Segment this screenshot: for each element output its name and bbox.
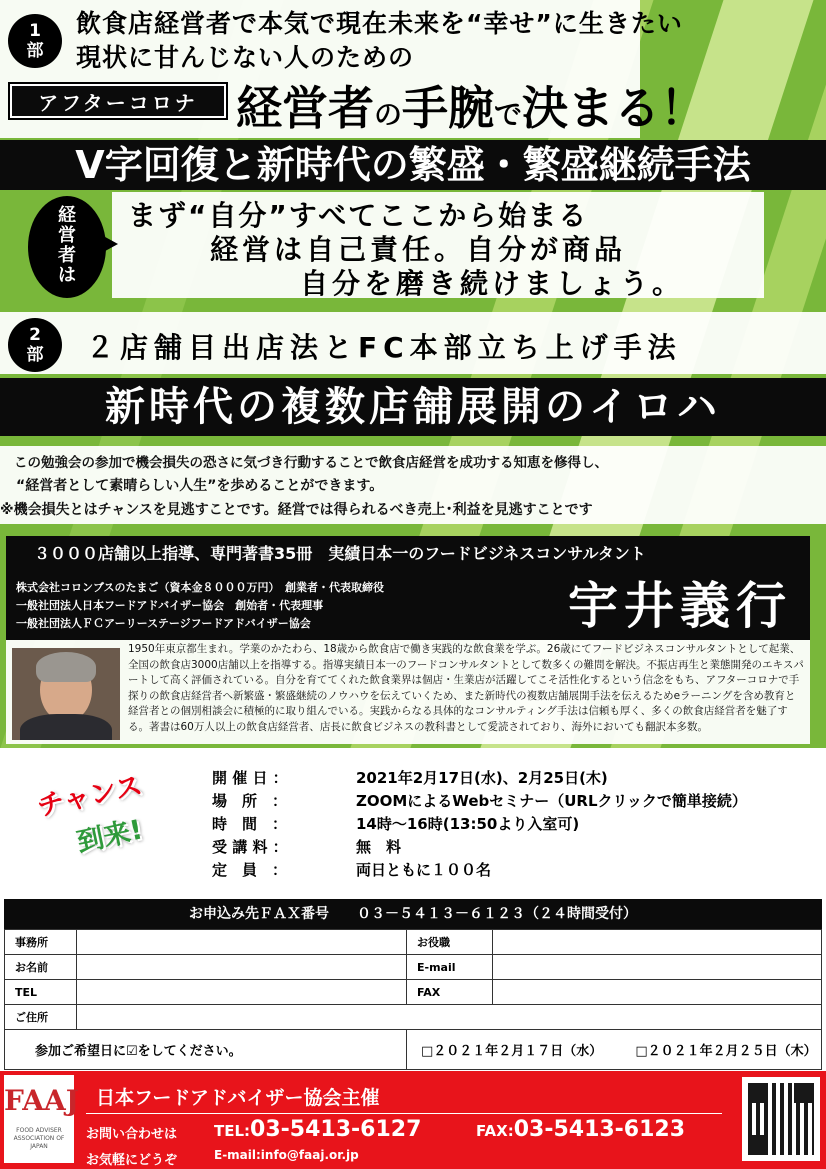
association-logo: FAAJ FOOD ADVISER ASSOCIATION OF JAPAN	[4, 1075, 74, 1163]
tel-label: TEL	[5, 980, 77, 1005]
part2-banner: 新時代の複数店舗展開のイロハ	[0, 378, 826, 436]
intro-line2: 現状に甘んじない人のための	[76, 43, 415, 72]
host-label: 日本フードアドバイザー協会主催	[96, 1087, 380, 1109]
affiliation-2: 一般社団法人日本フードアドバイザー協会 創始者・代表理事	[16, 599, 324, 612]
intro-line1: 飲食店経営者で本気で現在未来を“幸せ”に生きたい	[76, 9, 683, 38]
date-options	[407, 1030, 822, 1070]
event-value: 14時～16時(13:50より入室可)	[356, 815, 580, 833]
event-label: 時 間 ：	[212, 815, 288, 833]
name-field[interactable]	[77, 955, 407, 980]
fax-label: FAX	[407, 980, 493, 1005]
affiliation-1: 株式会社コロンブスのたまご（資本金８０００万円） 創業者・代表取締役	[16, 581, 385, 594]
name-label: お名前	[5, 955, 77, 980]
speaker-bio: 1950年東京都生まれ。学業のかたわら、18歳から飲食店で働き実践的な飲食業を学ぶ。26歳にてフードビジネスコンサルタントとして起業、全国の飲食店3000店舗以上を指導する。指導実績日本一のフードコンサルタントとして数多くの難問を解決。不振店再生と業態開発のエキスパートして高く評価されている。自分を育ててくれた飲食業界は個店・生業店が活躍してこそ活性化するという信念をもち、アフターコロナで手探りの飲食店経営者へ新繁盛・繁盛継続のノウハウを伝えていくため、また新時代の複数店舗展開手法を伝えるためeラーニングを含め教育と経営者との個別相談会に積極的に取り組んでいる。実践からなる具体的なコンサルティング手法は信頼も厚く、多くの飲食店経営者を魅了する。著書は60万人以上の飲食店経営者、店長に飲食ビジネスの教科書として愛読されており、海外においても翻訳本多数。	[128, 643, 804, 733]
headline: 経営者の手腕で決まる！	[236, 81, 707, 135]
speaker-name: 宇井義行	[568, 577, 792, 635]
footer	[0, 1071, 826, 1169]
qr-code[interactable]	[742, 1077, 820, 1161]
part1-badge: 1 部	[8, 14, 62, 68]
check-prompt: 参加ご希望日に☑をしてください。	[5, 1030, 407, 1070]
intro-text-2: “経営者として素晴らしい人生”を歩めることができます。	[16, 478, 384, 494]
date-checkbox-2[interactable]: □２０２１年２月２５日（木）	[635, 1044, 817, 1059]
bubble-pointer	[96, 232, 118, 256]
office-field[interactable]	[77, 930, 407, 955]
office-label: 事務所	[5, 930, 77, 955]
event-value: 2021年2月17日(水)、2月25日(木)	[356, 769, 608, 787]
event-label: 定 員 ：	[212, 861, 288, 879]
tel-number: TEL:03-5413-6127	[214, 1117, 422, 1142]
speaker-photo	[12, 648, 120, 740]
speaker-tagline: ３０００店舗以上指導、専門著書35冊 実績日本一のフードビジネスコンサルタント	[34, 544, 646, 563]
position-field[interactable]	[493, 930, 822, 955]
chance-text: チャンス	[34, 770, 146, 823]
inquiry-text-1: お問い合わせは	[86, 1127, 178, 1142]
part1-banner: V字回復と新時代の繁盛・繁盛継続手法	[0, 140, 826, 190]
event-details	[212, 766, 747, 881]
message-line1: まず“自分”すべてここから始まる	[128, 199, 589, 232]
inquiry-text-2: お気軽にどうぞ	[86, 1153, 178, 1168]
email-address[interactable]: E-mail:info@faaj.or.jp	[214, 1148, 359, 1162]
email-field[interactable]	[493, 955, 822, 980]
message-line3: 自分を磨き続けましょう。	[300, 267, 685, 300]
arrival-text: 到来!	[74, 814, 146, 859]
position-label: お役職	[407, 930, 493, 955]
fax-header: お申込み先ＦＡＸ番号 ０３－５４１３－６１２３（２４時間受付）	[4, 899, 822, 929]
event-label: 場 所 ：	[212, 792, 288, 810]
event-label: 開 催 日 ：	[212, 769, 288, 787]
manager-bubble: 経 営 者 は	[28, 196, 106, 298]
email-label: E-mail	[407, 955, 493, 980]
tel-field[interactable]	[77, 980, 407, 1005]
intro-text-3: ※機会損失とはチャンスを見逃すことです。経営では得られるべき売上･利益を見逃すことです	[0, 502, 593, 518]
event-value: 無 料	[356, 838, 402, 856]
fax-field[interactable]	[493, 980, 822, 1005]
footer-divider	[86, 1113, 722, 1114]
address-field[interactable]	[77, 1005, 822, 1030]
after-corona-label: アフターコロナ	[10, 84, 226, 118]
fax-number: FAX:03-5413-6123	[476, 1117, 686, 1142]
event-value: 両日ともに１００名	[356, 861, 492, 879]
application-form	[4, 929, 822, 1070]
date-checkbox-1[interactable]: □２０２１年２月１７日（水）	[421, 1044, 603, 1059]
address-label: ご住所	[5, 1005, 77, 1030]
affiliation-3: 一般社団法人ＦＣアーリーステージフードアドバイザー協会	[16, 617, 311, 630]
message-line2: 経営は自己責任。自分が商品	[210, 233, 627, 266]
part2-badge: 2 部	[8, 318, 62, 372]
event-value: ZOOMによるWebセミナー（URLクリックで簡単接続）	[356, 792, 747, 810]
part2-subtitle: ２店舗目出店法とFC本部立ち上げ手法	[86, 331, 682, 364]
event-label: 受 講 料 ：	[212, 838, 288, 856]
intro-text-1: この勉強会の参加で機会損失の恐さに気づき行動することで飲食店経営を成功する知恵を修得し、	[14, 455, 608, 471]
